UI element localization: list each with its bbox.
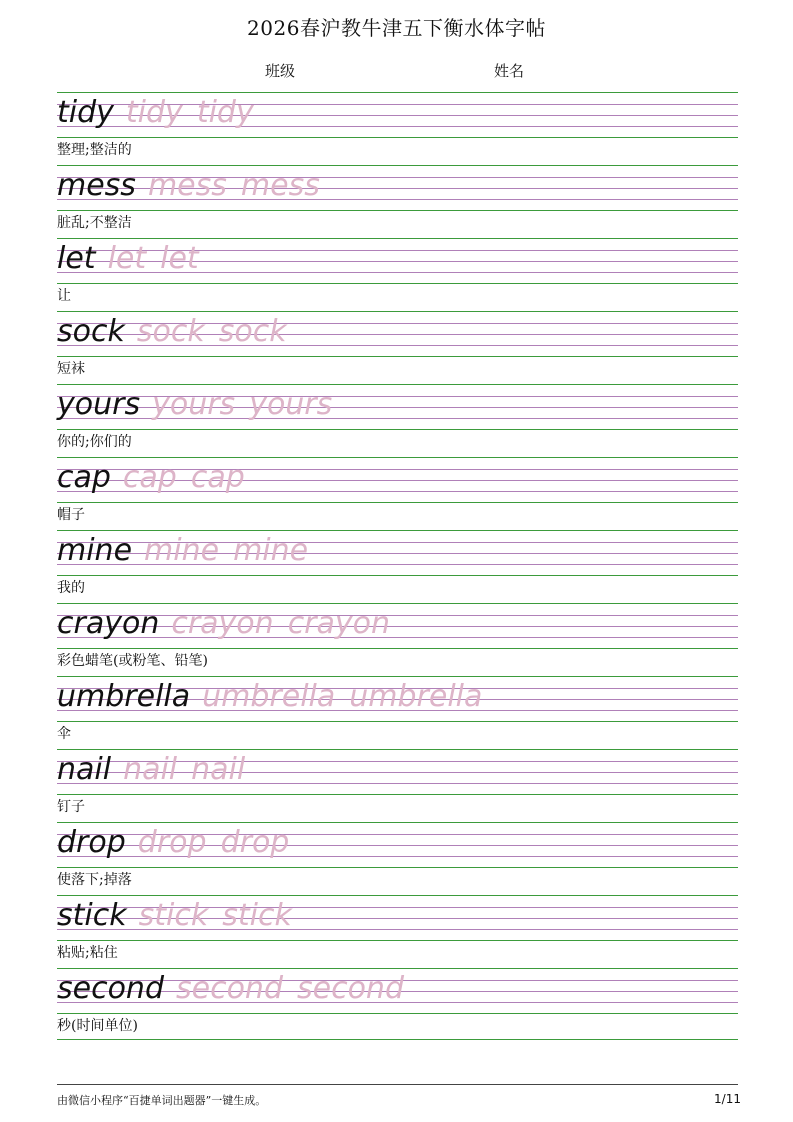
- practice-word: nail: [57, 752, 112, 787]
- trace-word: yours: [249, 387, 333, 422]
- trace-word: nail: [191, 752, 246, 787]
- trace-word: tidy: [125, 95, 183, 130]
- guide-line-bottom: [57, 429, 738, 430]
- practice-entry: [57, 530, 738, 603]
- guide-line-bottom: [57, 137, 738, 138]
- practice-entry: [57, 749, 738, 822]
- trace-word: second: [176, 971, 283, 1006]
- practice-word: drop: [57, 825, 126, 860]
- name-label: 姓名: [494, 62, 525, 80]
- word-meaning: 钉子: [57, 799, 85, 815]
- page-number: 1/11: [714, 1092, 741, 1106]
- trace-word: yours: [152, 387, 236, 422]
- trace-word: let: [107, 241, 147, 276]
- word-line: [57, 676, 496, 718]
- practice-word: mine: [57, 533, 133, 568]
- practice-word: mess: [57, 168, 136, 203]
- word-meaning: 我的: [57, 580, 85, 596]
- guide-line-final: [57, 1039, 738, 1040]
- word-line: [57, 895, 306, 937]
- practice-word: stick: [57, 898, 127, 933]
- practice-entry: [57, 92, 738, 165]
- trace-word: umbrella: [349, 679, 483, 714]
- trace-word: sock: [136, 314, 205, 349]
- practice-entry: [57, 457, 738, 530]
- practice-word: let: [57, 241, 96, 276]
- trace-word: crayon: [287, 606, 391, 641]
- trace-word: stick: [138, 898, 209, 933]
- word-meaning: 让: [57, 288, 71, 304]
- word-line: [57, 822, 303, 864]
- trace-word: sock: [218, 314, 287, 349]
- trace-word: nail: [123, 752, 178, 787]
- practice-entry: [57, 238, 738, 311]
- word-meaning: 秒(时间单位): [57, 1018, 138, 1034]
- word-line: [57, 749, 259, 791]
- practice-list: [57, 92, 738, 1040]
- practice-entry: [57, 676, 738, 749]
- word-line: [57, 384, 346, 426]
- word-meaning: 你的;你们的: [57, 434, 132, 450]
- word-meaning: 伞: [57, 726, 71, 742]
- word-line: [57, 968, 418, 1010]
- guide-line-bottom: [57, 794, 738, 795]
- practice-word: cap: [57, 460, 111, 495]
- practice-word: umbrella: [57, 679, 191, 714]
- word-line: [57, 92, 268, 134]
- word-meaning: 彩色蜡笔(或粉笔、铅笔): [57, 653, 208, 669]
- word-meaning: 整理;整洁的: [57, 142, 132, 158]
- guide-line-bottom: [57, 721, 738, 722]
- practice-entry: [57, 822, 738, 895]
- page-title: 2026春沪教牛津五下衡水体字帖: [247, 16, 546, 40]
- practice-entry: [57, 384, 738, 457]
- trace-word: cap: [190, 460, 245, 495]
- word-line: [57, 603, 404, 645]
- class-label: 班级: [265, 62, 296, 80]
- word-line: [57, 238, 213, 280]
- word-meaning: 短袜: [57, 361, 85, 377]
- trace-word: drop: [137, 825, 207, 860]
- practice-entry: [57, 311, 738, 384]
- practice-entry: [57, 968, 738, 1041]
- trace-word: crayon: [171, 606, 274, 641]
- word-meaning: 脏乱;不整洁: [57, 215, 132, 231]
- guide-line-bottom: [57, 356, 738, 357]
- word-line: [57, 530, 322, 572]
- trace-word: umbrella: [202, 679, 336, 714]
- word-meaning: 使落下;掉落: [57, 872, 132, 888]
- footer-divider: [57, 1084, 738, 1085]
- trace-word: tidy: [196, 95, 254, 130]
- practice-entry: [57, 603, 738, 676]
- practice-word: crayon: [57, 606, 160, 641]
- practice-word: sock: [57, 314, 125, 349]
- guide-line-bottom: [57, 1013, 738, 1014]
- trace-word: mine: [233, 533, 309, 568]
- practice-word: tidy: [57, 95, 114, 130]
- guide-line-bottom: [57, 502, 738, 503]
- guide-line-bottom: [57, 867, 738, 868]
- trace-word: stick: [222, 898, 292, 933]
- trace-word: mine: [144, 533, 220, 568]
- word-line: [57, 165, 334, 207]
- word-line: [57, 457, 259, 499]
- trace-word: mess: [240, 168, 320, 203]
- practice-entry: [57, 895, 738, 968]
- word-line: [57, 311, 301, 353]
- trace-word: let: [160, 241, 199, 276]
- word-meaning: 粘贴;粘住: [57, 945, 118, 961]
- trace-word: cap: [122, 460, 177, 495]
- practice-entry: [57, 165, 738, 238]
- footer-note: 由微信小程序“百捷单词出题器”一键生成。: [57, 1094, 267, 1107]
- trace-word: mess: [147, 168, 227, 203]
- guide-line-bottom: [57, 575, 738, 576]
- trace-word: drop: [220, 825, 290, 860]
- word-meaning: 帽子: [57, 507, 85, 523]
- practice-word: yours: [57, 387, 141, 422]
- trace-word: second: [297, 971, 404, 1006]
- practice-word: second: [57, 971, 164, 1006]
- guide-line-bottom: [57, 210, 738, 211]
- guide-line-bottom: [57, 283, 738, 284]
- guide-line-bottom: [57, 940, 738, 941]
